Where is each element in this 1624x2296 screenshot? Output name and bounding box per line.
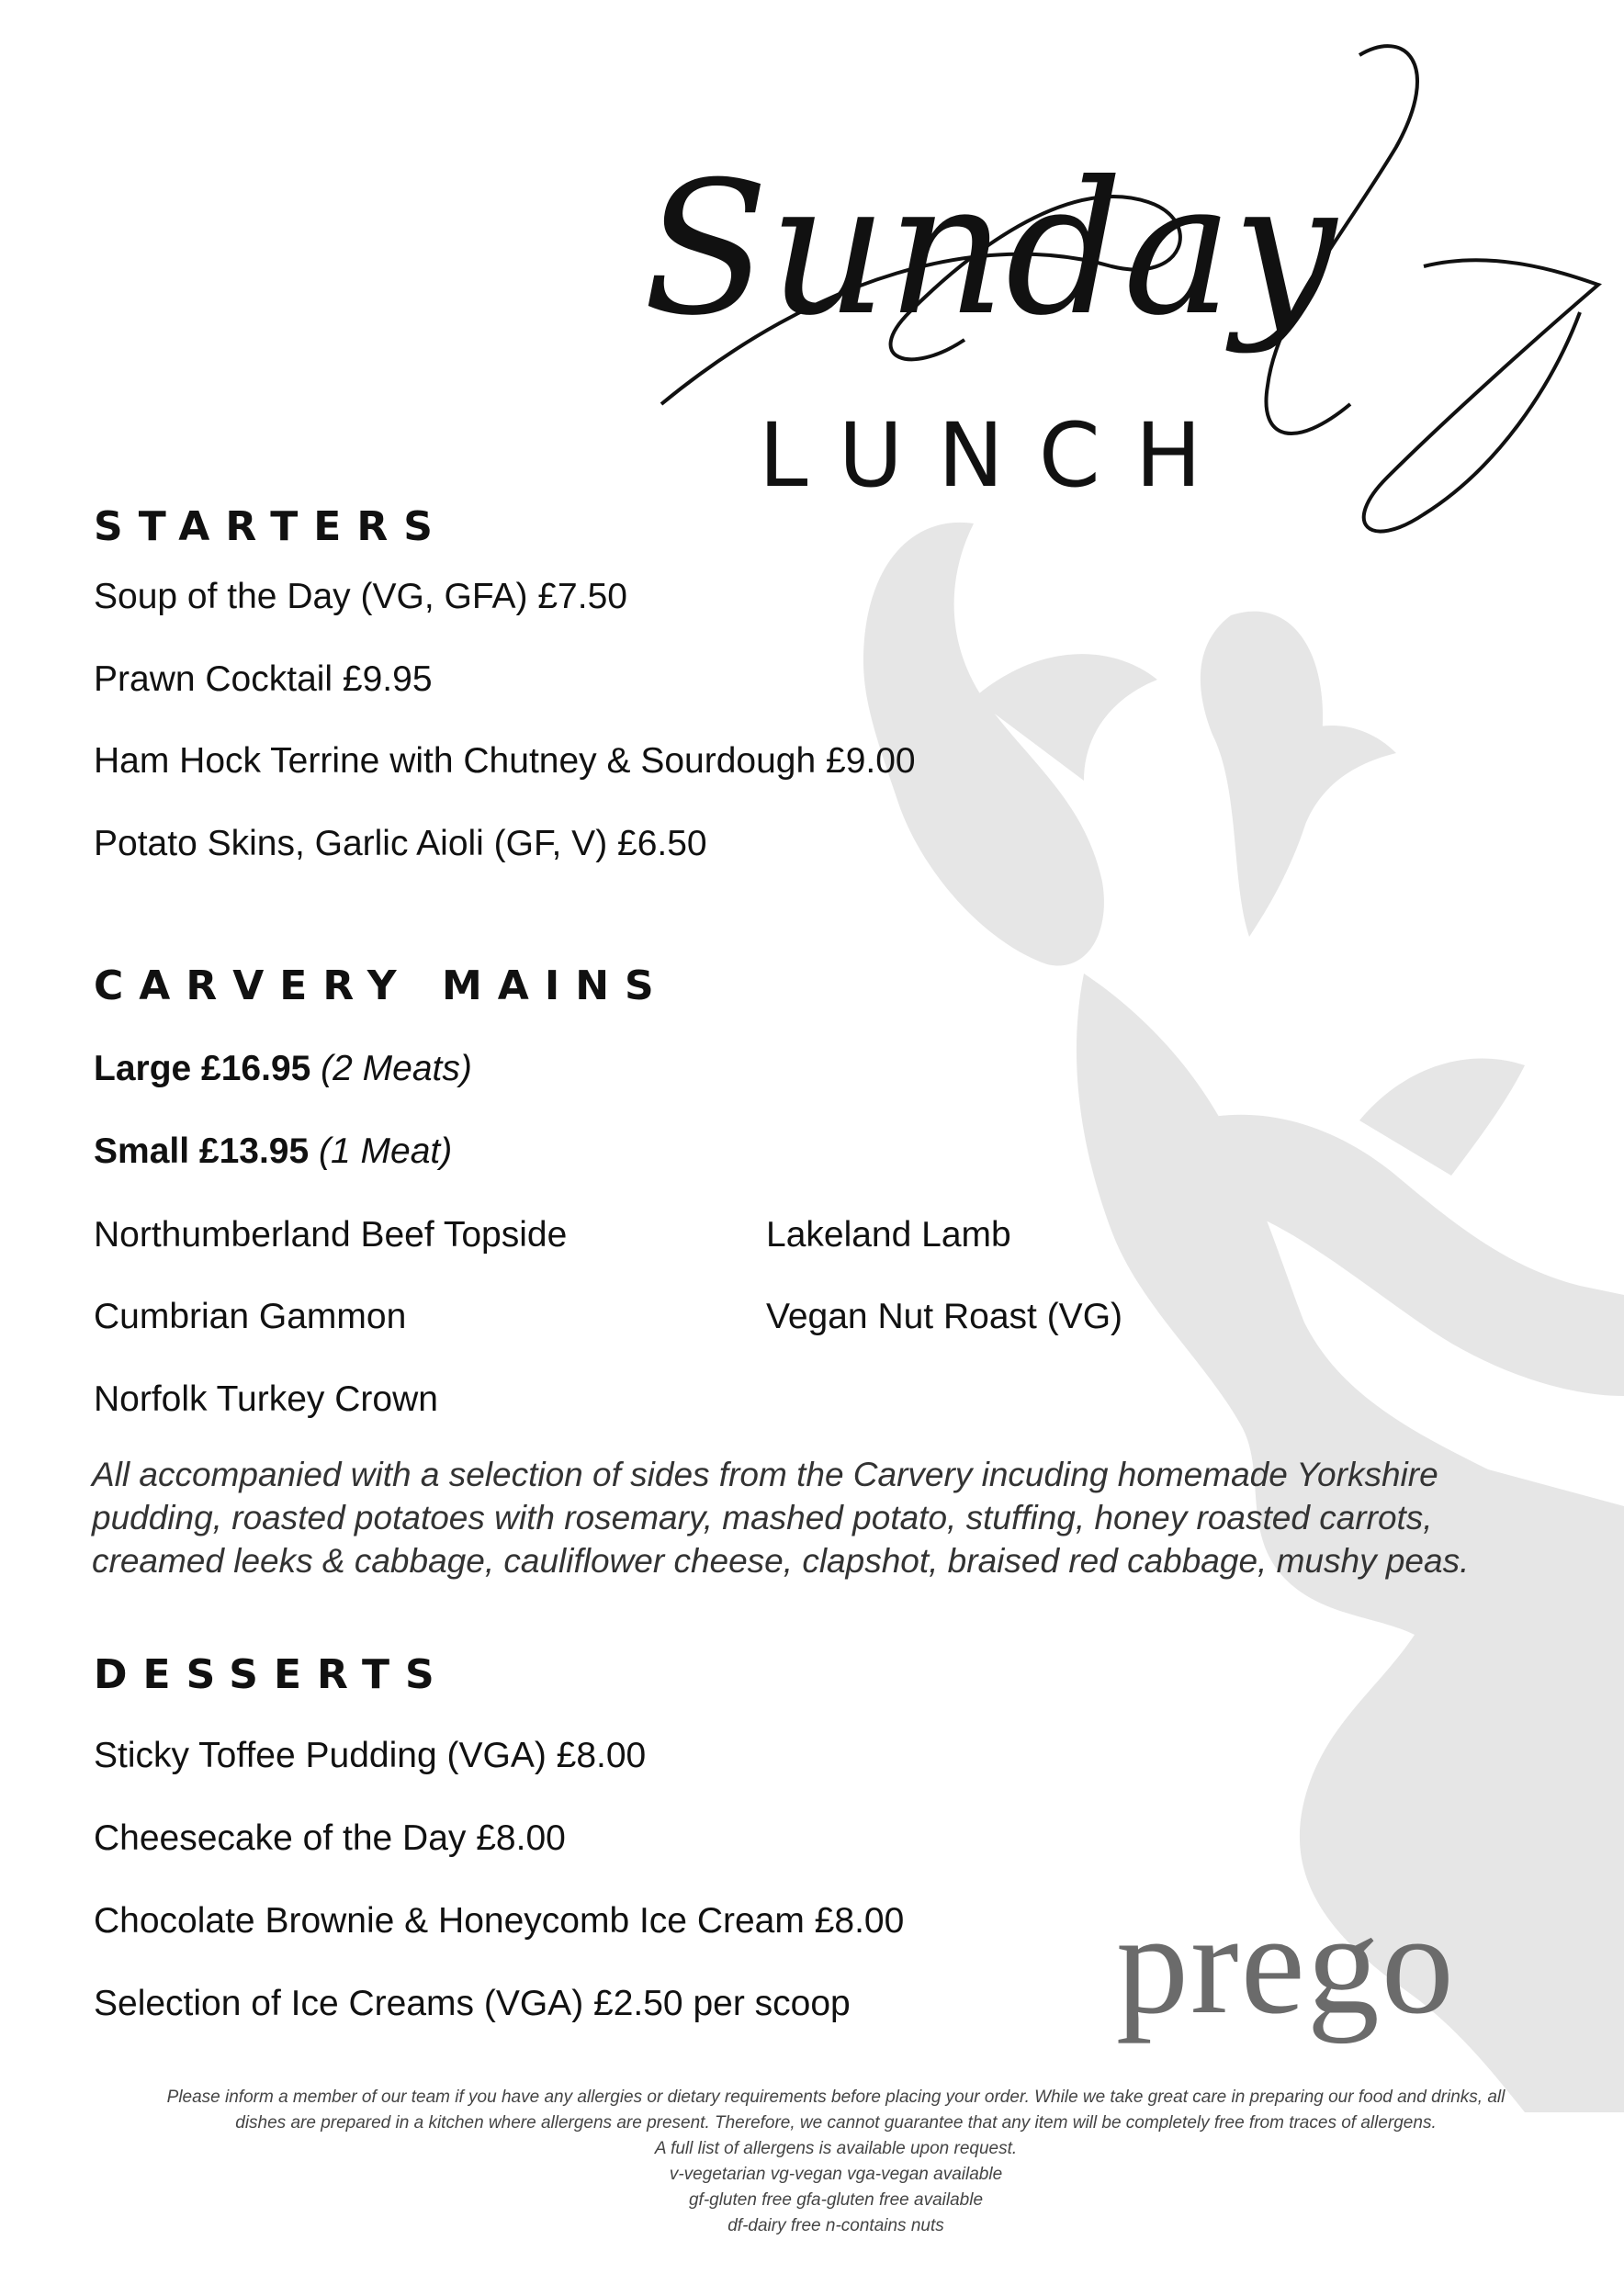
price-large-note: (2 Meats) [321, 1049, 472, 1088]
prego-logo: prego [1116, 1884, 1456, 2044]
footer-line: Please inform a member of our team if you have any allergies or dietary requirements before placing your order. While we take great care in preparing our food and drinks, all [166, 2088, 1506, 2107]
price-large [94, 1049, 472, 1089]
allergen-footer [110, 2085, 1562, 2239]
price-small-note: (1 Meat) [319, 1131, 453, 1171]
subtitle-lunch: LUNCH [759, 404, 1236, 507]
starter-item: Potato Skins, Garlic Aioli (GF, V) £6.50 [94, 824, 707, 863]
price-small-label: Small £13.95 [94, 1131, 310, 1171]
dessert-item: Cheesecake of the Day £8.00 [94, 1818, 566, 1858]
starter-item: Prawn Cocktail £9.95 [94, 659, 433, 699]
section-title-starters: STARTERS [94, 503, 448, 550]
dessert-item: Sticky Toffee Pudding (VGA) £8.00 [94, 1736, 647, 1775]
starter-item: Ham Hock Terrine with Chutney & Sourdough £9.00 [94, 741, 916, 781]
meat-item: Lakeland Lamb [766, 1215, 1011, 1255]
meat-item: Cumbrian Gammon [94, 1297, 407, 1336]
sides-note [92, 1453, 1470, 1582]
section-title-desserts: DESSERTS [94, 1651, 450, 1698]
price-large-label: Large £16.95 [94, 1049, 311, 1088]
price-small [94, 1131, 452, 1172]
dessert-item: Selection of Ice Creams (VGA) £2.50 per scoop [94, 1984, 851, 2023]
meat-item: Norfolk Turkey Crown [94, 1379, 438, 1419]
meat-item: Vegan Nut Roast (VG) [766, 1297, 1123, 1336]
footer-line: df-dairy free n-contains nuts [727, 2216, 944, 2235]
footer-line: gf-gluten free gfa-gluten free available [688, 2190, 984, 2210]
meat-item: Northumberland Beef Topside [94, 1215, 568, 1255]
sides-note-line: creamed leeks & cabbage, cauliflower cheese, clapshot, braised red cabbage, mushy peas. [92, 1542, 1470, 1580]
dessert-item: Chocolate Brownie & Honeycomb Ice Cream £8.00 [94, 1901, 905, 1941]
sides-note-line: pudding, roasted potatoes with rosemary, mashed potato, stuffing, honey roasted carrots, [92, 1499, 1433, 1536]
footer-line: dishes are prepared in a kitchen where allergens are present. Therefore, we cannot guarantee that any item will be completely free from traces of allergens. [235, 2113, 1437, 2133]
footer-line: A full list of allergens is available upon request. [654, 2139, 1018, 2158]
section-title-carvery: CARVERY MAINS [94, 962, 670, 1009]
footer-line: v-vegetarian vg-vegan vga-vegan available [669, 2165, 1003, 2184]
sides-note-line: All accompanied with a selection of sides from the Carvery incuding homemade Yorkshire [92, 1456, 1438, 1493]
script-title-text: Sunday [643, 142, 1336, 356]
starter-item: Soup of the Day (VG, GFA) £7.50 [94, 577, 627, 616]
